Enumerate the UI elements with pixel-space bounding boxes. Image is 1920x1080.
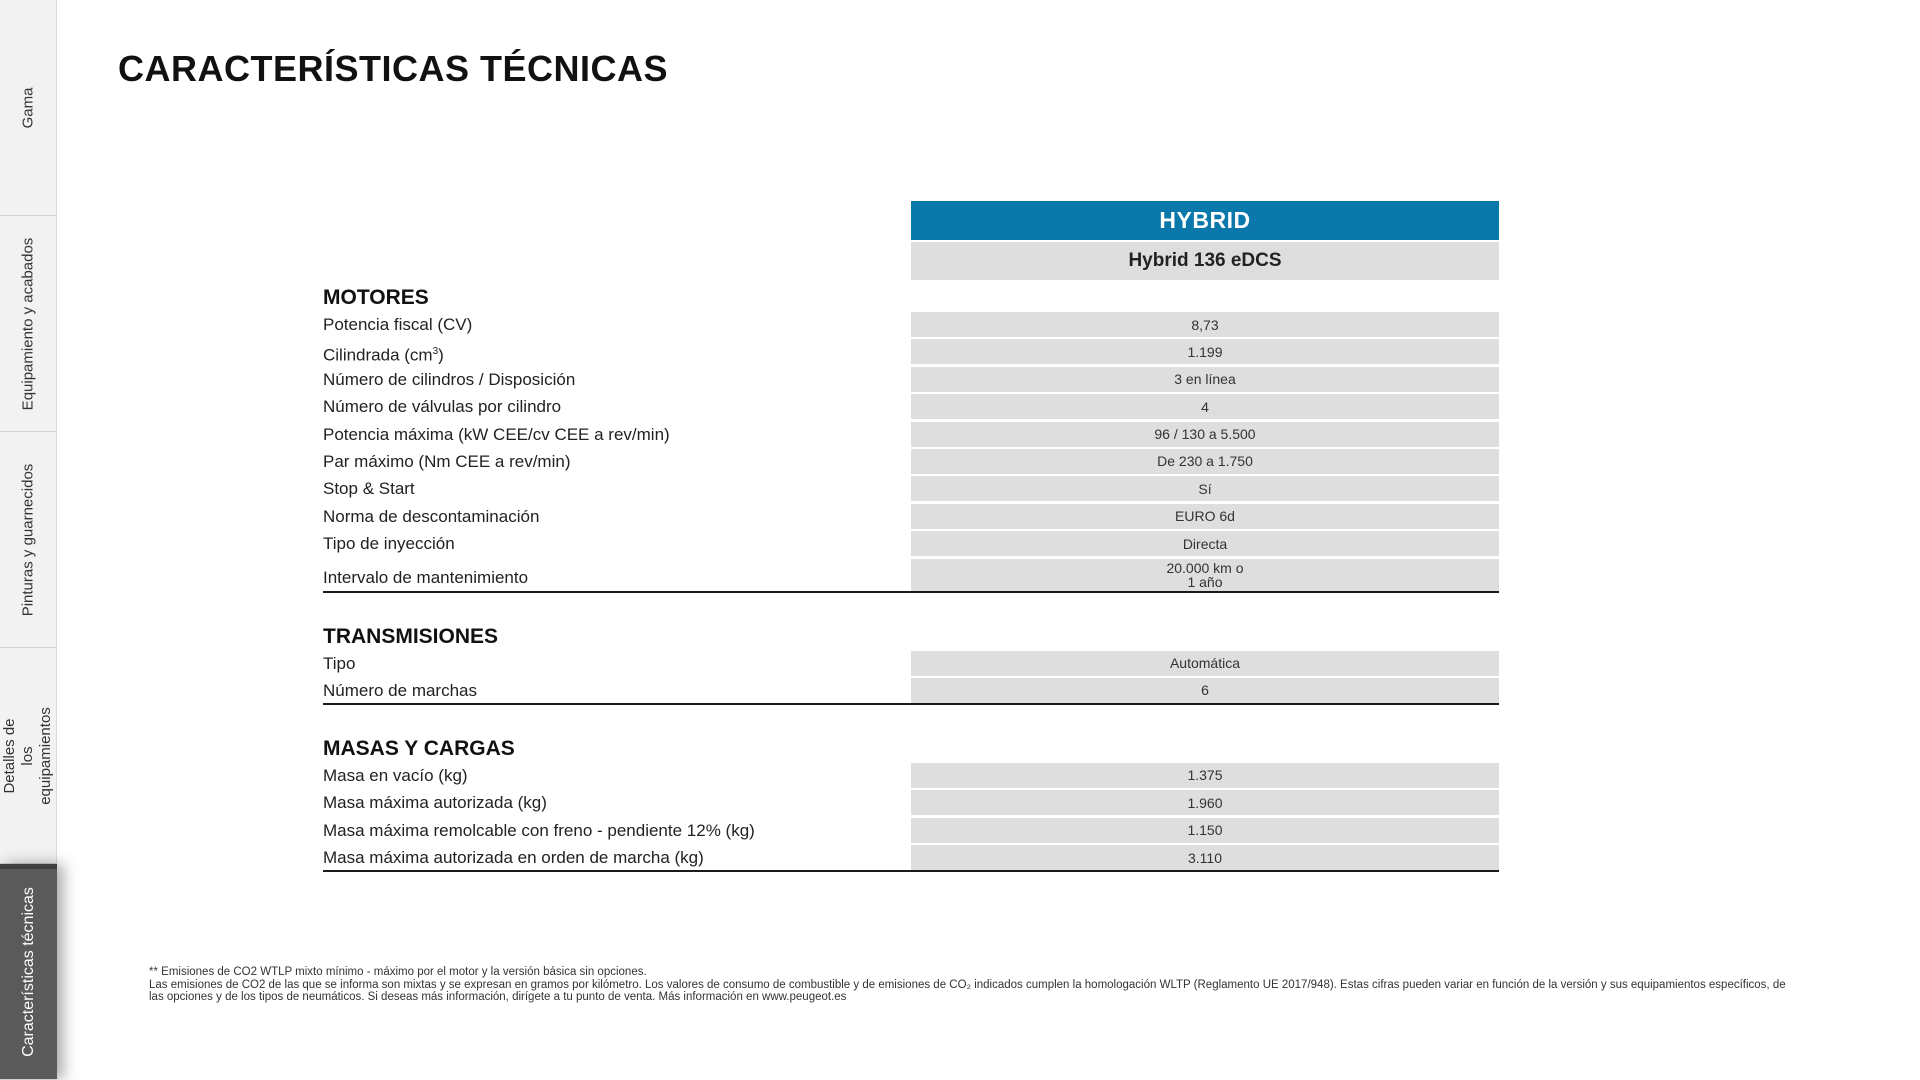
tab-equipamiento-label: Equipamiento y acabados: [19, 237, 36, 410]
section-divider: [323, 703, 1499, 705]
row-label: Masa máxima autorizada (kg): [323, 793, 547, 813]
table-row: [323, 476, 1499, 501]
version-header: [911, 201, 1499, 280]
section-motores: [323, 284, 1499, 593]
row-value: 1.960: [911, 790, 1499, 815]
row-label: Tipo: [323, 653, 356, 673]
section-divider: [323, 870, 1499, 872]
row-value: Directa: [911, 531, 1499, 556]
table-row: [323, 504, 1499, 529]
table-row: [323, 651, 1499, 676]
tab-gama-label: Gama: [18, 87, 36, 128]
row-value: 8,73: [911, 312, 1499, 337]
row-label: Número de cilindros / Disposición: [323, 369, 576, 389]
tab-pinturas-y-guarnecidos[interactable]: [0, 432, 57, 648]
table-row: [323, 818, 1499, 843]
row-value: 96 / 130 a 5.500: [911, 422, 1499, 447]
footnote-text: Las emisiones de CO2 de las que se informa son mixtas y se expresan en gramos por kilómetro. Los valores de consumo de combustible y de emisiones de CO₂ indicados cumplen la homologación WLTP (Reglamento UE 2017/948). Estas cifras pueden variar en función de la versión y sus equipamientos específicos, de las opciones y de los tipos de neumáticos. Si deseas más información, dirígete a tu punto de venta. Más información en www.peugeot.es: [149, 978, 1786, 1003]
row-label-text: Cilindrada (cm: [323, 346, 433, 366]
row-label: Potencia fiscal (CV): [323, 315, 473, 334]
table-row: [323, 422, 1499, 447]
section-title: TRANSMISIONES: [323, 624, 499, 648]
section-title: MASAS Y CARGAS: [323, 736, 515, 760]
row-label: Par máximo (Nm CEE a rev/min): [323, 451, 571, 471]
row-value: 1.150: [911, 818, 1499, 843]
table-row: [323, 559, 1499, 591]
table-row: [323, 763, 1499, 788]
row-label: Tipo de inyección: [323, 534, 455, 554]
row-label: Masa máxima remolcable con freno - pendiente 12% (kg): [323, 820, 755, 840]
row-value: 1.199: [911, 339, 1499, 364]
row-value: 3 en línea: [911, 367, 1499, 392]
row-label-superscript: 3: [432, 346, 439, 358]
row-value: 3.110: [911, 845, 1499, 870]
footnote: [149, 966, 1789, 1004]
table-row: [323, 790, 1499, 815]
spec-table: [323, 201, 1499, 872]
version-model: Hybrid 136 eDCS: [911, 242, 1499, 280]
row-label: [323, 339, 911, 364]
row-label: Potencia máxima (kW CEE/cv CEE a rev/min): [323, 424, 670, 444]
page-title: CARACTERÍSTICAS TÉCNICAS: [118, 48, 669, 89]
tab-detalles-label: Detalles de los equipamientos: [1, 706, 54, 805]
tab-equipamiento-y-acabados[interactable]: [0, 216, 57, 432]
row-label: Número de marchas: [323, 680, 478, 700]
tab-caracteristicas-label: Características técnicas: [19, 886, 37, 1057]
table-row: [323, 339, 1499, 364]
row-label-suffix: ): [438, 346, 444, 366]
row-label: Masa en vacío (kg): [323, 765, 468, 785]
row-value-line: 20.000 km o: [1166, 559, 1244, 576]
side-nav: [0, 0, 58, 1080]
row-label: Masa máxima autorizada en orden de marcha (kg): [323, 848, 704, 868]
table-row: [323, 678, 1499, 703]
table-row: [323, 531, 1499, 556]
row-value: 4: [911, 394, 1499, 419]
section-masas-y-cargas: [323, 735, 1499, 872]
row-label: Stop & Start: [323, 479, 415, 499]
row-value: 1.375: [911, 763, 1499, 788]
section-title: MOTORES: [323, 286, 429, 309]
tab-detalles-equipamientos[interactable]: [0, 648, 57, 864]
tab-caracteristicas-tecnicas[interactable]: [0, 864, 57, 1080]
footnote-line: ** Emisiones de CO2 WTLP mixto mínimo - máximo por el motor y la versión básica sin opciones.: [149, 966, 647, 978]
table-row: [323, 367, 1499, 392]
row-value: [911, 559, 1499, 591]
table-row: [323, 845, 1499, 870]
row-value: EURO 6d: [911, 504, 1499, 529]
table-row: [323, 449, 1499, 474]
row-label: Norma de descontaminación: [323, 506, 540, 526]
row-value: Sí: [911, 476, 1499, 501]
row-value: De 230 a 1.750: [911, 449, 1499, 474]
tab-gama[interactable]: [0, 0, 57, 216]
version-band: HYBRID: [911, 201, 1499, 240]
row-value: 6: [911, 678, 1499, 703]
tab-pinturas-label: Pinturas y guarnecidos: [19, 463, 36, 616]
table-row: [323, 312, 1499, 337]
row-label: Número de válvulas por cilindro: [323, 397, 562, 417]
row-value-line: 1 año: [1187, 573, 1223, 590]
row-label: Intervalo de mantenimiento: [323, 567, 529, 587]
section-transmisiones: [323, 623, 1499, 705]
table-row: [323, 394, 1499, 419]
row-value: Automática: [911, 651, 1499, 676]
